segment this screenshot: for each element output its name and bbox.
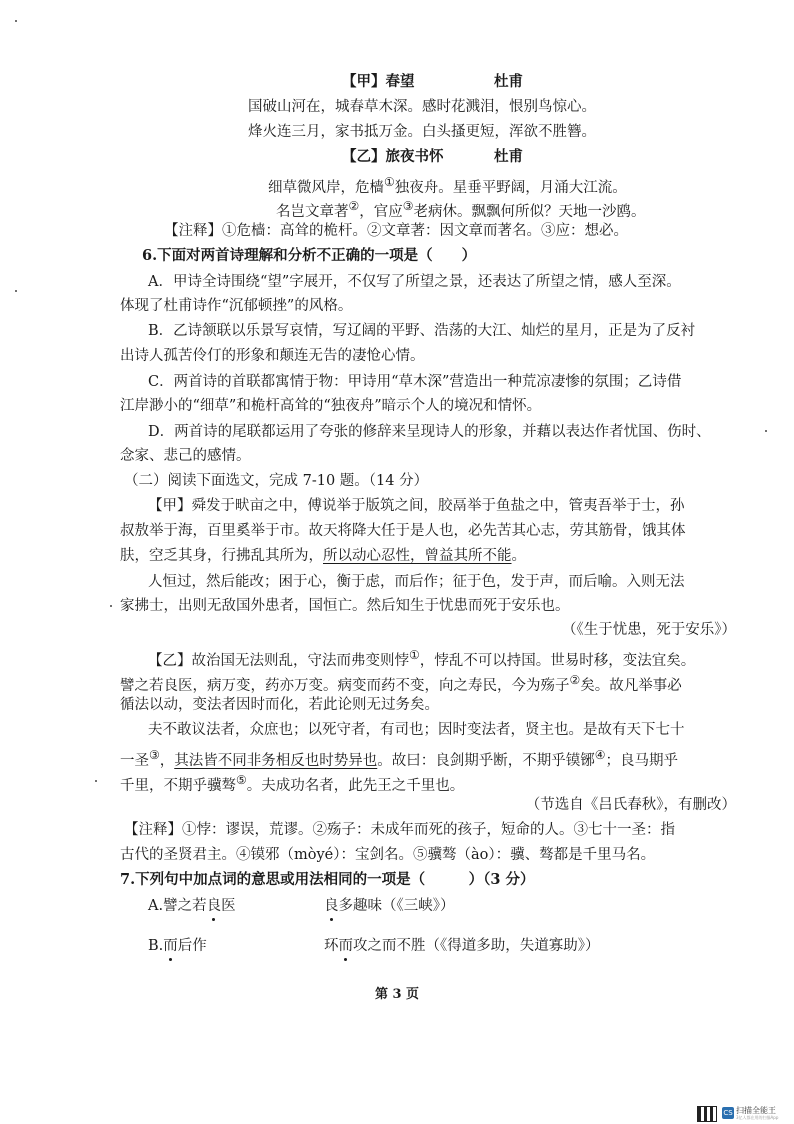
- scan-speck: [765, 430, 767, 432]
- question-6-option-a: A．甲诗全诗围绕“望”字展开，不仅写了所望之景，还表达了所望之情，感人至深。: [148, 274, 681, 290]
- option-b-compare: 攻之而不胜（《得道多助，失道寡助》）: [353, 938, 600, 954]
- text-a-para-2-line-2: 家拂士，出则无敌国外患者，国恒亡。然后知生于忧患而死于安乐也。: [120, 598, 570, 614]
- text-a-para-1-line-2: 叔敖举于海，百里奚举于市。故天将降大任于是人也，必先苦其心志，劳其筋骨，饿其体: [120, 523, 686, 539]
- footnote-marker: ①: [384, 175, 395, 189]
- qr-code-icon: [697, 1106, 717, 1122]
- option-b-text-end: 后作: [177, 938, 207, 954]
- question-6-stem: 6.下面对两首诗理解和分析不正确的一项是（ ）: [142, 247, 477, 264]
- question-6-option-a-cont: 体现了杜甫诗作“沉郁顿挫”的风格。: [120, 298, 353, 314]
- text-a-para-2-line-1: 人恒过，然后能改；困于心，衡于虑，而后作；征于色，发于声，而后喻。入则无法: [148, 574, 685, 590]
- question-6-option-d-cont: 念家、悲己的感情。: [120, 448, 251, 464]
- poem-b-line-1: [268, 172, 627, 198]
- poem-b-line-2-text-b: ，官应: [359, 203, 403, 220]
- page-number: 第 3 页: [374, 987, 420, 1002]
- option-a-text: A.譬之若: [148, 898, 207, 914]
- scanner-name: 扫描全能王: [736, 1106, 776, 1115]
- text-b-line-1-text-a: 【乙】故治国无法则乱，守法而弗变则悖: [148, 652, 409, 669]
- question-6-option-b-cont: 出诗人孤苦伶仃的形象和颠连无告的凄怆心情。: [120, 348, 425, 364]
- dotted-word: 良: [206, 898, 222, 914]
- question-6-option-c: C．两首诗的首联都寓情于物：甲诗用“草木深”营造出一种荒凉凄惨的氛围；乙诗借: [148, 374, 682, 390]
- text-a-line-3-text: 肤，空乏其身，行拂乱其所为，: [120, 548, 323, 564]
- text-b-p2-text-a: 一圣: [120, 752, 149, 769]
- poem-b-title: 【乙】旅夜书怀: [342, 148, 444, 165]
- poem-b-line-2-text-a: 名岂文章著: [276, 203, 349, 220]
- option-b-compare-pre: 环: [324, 938, 339, 954]
- dotted-word: 而: [163, 938, 178, 954]
- text-b-p2-l3-text-b: 。夫成功名者，此先王之千里也。: [246, 777, 465, 794]
- dotted-word: 而: [338, 938, 353, 954]
- scanner-watermark: [722, 1106, 788, 1122]
- footnote-marker: ⑤: [236, 773, 247, 787]
- text-a-line-3-end: 。: [511, 548, 526, 564]
- poem-a-author: 杜甫: [494, 73, 523, 90]
- poem-b-line-1-text-b: 独夜舟。星垂平野阔，月涌大江流。: [394, 179, 627, 196]
- text-b-line-1-text-b: ，悖乱不可以持国。世易时移，变法宜矣。: [419, 652, 696, 669]
- footnote-marker: ③: [149, 748, 160, 762]
- scan-speck: [110, 605, 112, 607]
- question-7-option-a-right: [324, 896, 455, 916]
- text-b-para-2-line-2: [120, 745, 678, 771]
- text-b-para-2-line-1: 夫不敢议法者，众庶也；以死守者，有司也；因时变法者，贤主也。是故有天下七十: [148, 722, 685, 738]
- text-b-p2-text-d: ；良马期乎: [605, 752, 679, 769]
- text-b-p2-text-b: ，: [159, 752, 175, 769]
- question-6-option-b: B．乙诗颔联以乐景写哀情，写辽阔的平野、浩荡的大江、灿烂的星月，正是为了反衬: [148, 323, 696, 339]
- question-6-option-d: D．两首诗的尾联都运用了夸张的修辞来呈现诗人的形象，并藉以表达作者忧国、伤时、: [148, 424, 711, 440]
- poem-a-line-1: 国破山河在，城春草木深。感时花溅泪，恨别鸟惊心。: [248, 99, 596, 115]
- poem-b-line-2: [276, 196, 646, 222]
- option-a-compare: 多趣味（《三峡》）: [338, 898, 455, 914]
- text-b-para-2-line-3: [120, 770, 464, 796]
- option-b-text: B.: [148, 938, 164, 954]
- text-notes-line-1: 【注释】①悖：谬误，荒谬。②殇子：未成年而死的孩子，短命的人。③七十一圣：指: [124, 822, 675, 838]
- text-b-line-2-text-a: 譬之若良医，病万变，药亦万变。病变而药不变，向之寿民，今为殇子: [120, 677, 570, 694]
- option-a-text-end: 医: [221, 898, 236, 914]
- underlined-sentence: 所以动心忍性，曾益其所不能: [323, 548, 512, 564]
- section-2-heading: （二）阅读下面选文，完成 7-10 题。（14 分）: [124, 473, 429, 489]
- text-a-source: （《生于忧患，死于安乐》）: [562, 622, 736, 638]
- footnote-marker: ④: [594, 748, 606, 762]
- footnote-marker: ③: [402, 199, 414, 213]
- question-7-option-b-right: [324, 936, 600, 956]
- footnote-marker: ①: [409, 648, 420, 662]
- text-b-p2-text-c: 。故曰：良剑期乎断，不期乎镆铘: [377, 752, 595, 769]
- text-b-p2-l3-text-a: 千里，不期乎骥骜: [120, 777, 236, 794]
- question-7-option-a-left: [148, 896, 236, 916]
- footnote-marker: ②: [348, 199, 360, 213]
- question-7-stem: 7.下列句中加点词的意思或用法相同的一项是（ ）（3 分）: [120, 871, 535, 888]
- poem-a-line-2: 烽火连三月，家书抵万金。白头搔更短，浑欲不胜簪。: [248, 124, 596, 140]
- poem-b-line-2-text-c: 老病休。飘飘何所似？天地一沙鸥。: [413, 203, 646, 220]
- scanner-tagline: 3亿人都在用的扫描App: [736, 1115, 779, 1120]
- text-a-para-1-line-3: [120, 546, 526, 566]
- scan-speck: [95, 780, 97, 782]
- text-b-source: （节选自《吕氏春秋》，有删改）: [525, 797, 736, 813]
- text-a-para-1-line-1: 【甲】舜发于畎亩之中，傅说举于版筑之间，胶鬲举于鱼盐之中，管夷吾举于士，孙: [148, 498, 685, 514]
- footnote-marker: ②: [569, 673, 581, 687]
- text-notes-line-2: 古代的圣贤君主。④镆邪（mòyé）：宝剑名。⑤骥骜（ào）：骥、骜都是千里马名。: [120, 847, 656, 863]
- poem-a-title: 【甲】春望: [342, 73, 415, 90]
- underlined-sentence: 其法皆不同非务相反也时势异也: [174, 752, 378, 769]
- poem-notes: 【注释】①危樯：高耸的桅杆。②文章著：因文章而著名。③应：想必。: [164, 223, 628, 239]
- text-b-para-1-line-2: [120, 670, 682, 696]
- text-b-para-1-line-3: 循法以动，变法者因时而化，若此论则无过务矣。: [120, 697, 439, 713]
- question-6-option-c-cont: 江岸渺小的“细草”和桅杆高耸的“独夜舟”暗示个人的境况和情怀。: [120, 398, 542, 414]
- poem-b-line-1-text-a: 细草微风岸，危樯: [268, 179, 384, 196]
- poem-b-author: 杜甫: [494, 148, 523, 165]
- dotted-word: 良: [324, 898, 339, 914]
- scan-speck: [15, 290, 17, 292]
- text-b-para-1-line-1: [148, 645, 695, 671]
- scan-speck: [15, 20, 17, 22]
- question-7-option-b-left: [148, 936, 207, 956]
- camscanner-logo-icon: CS: [723, 1109, 733, 1117]
- text-b-line-2-text-b: 矣。故凡举事必: [580, 677, 682, 694]
